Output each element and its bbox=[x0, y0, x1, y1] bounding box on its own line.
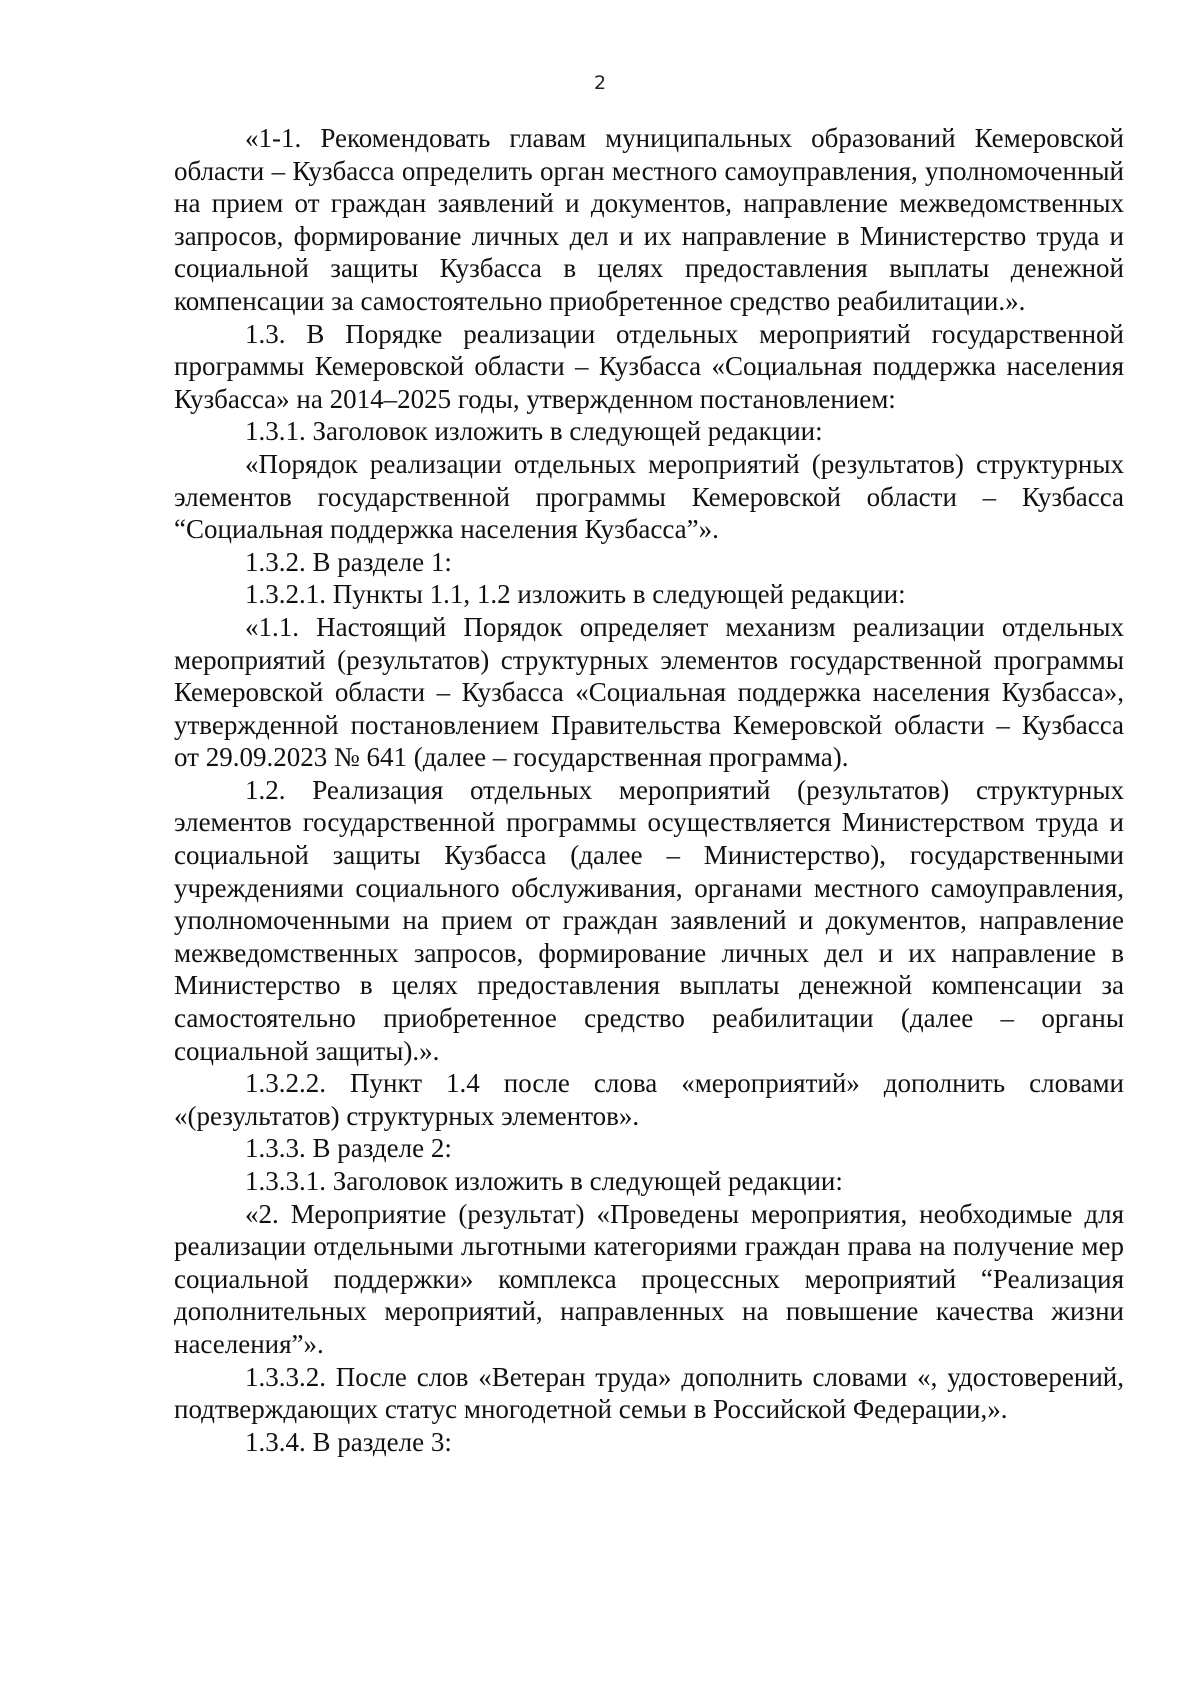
document-body bbox=[174, 122, 1124, 1458]
paragraph-1-3-2: 1.3.2. В разделе 1: bbox=[245, 546, 452, 577]
paragraph-clause-1-1: «1.1. Настоящий Порядок определяет механизм реализации отдельных мероприятий (результатов) структурных элементов государственной программы Кемеровской области – Кузбасса «Социальная поддержка населения Кузбасса», утвержденной постановлением Правительства Кемеровской области – Кузбасса от 29.09.2023 № 641 (далее – государственная программа). bbox=[174, 611, 1124, 773]
paragraph-1-3-1: 1.3.1. Заголовок изложить в следующей редакции: bbox=[245, 416, 823, 447]
page-number: 2 bbox=[593, 72, 607, 94]
paragraph-clause-1-2: 1.2. Реализация отдельных мероприятий (результатов) структурных элементов государственной программы осуществляется Министерством труда и социальной защиты Кузбасса (далее – Министерство), государственными учреждениями социального обслуживания, органами местного самоуправления, уполномоченными на прием от граждан заявлений и документов, направление межведомственных запросов, формирование личных дел и их направление в Министерство в целях предоставления выплаты денежной компенсации за самостоятельно приобретенное средство реабилитации (далее – органы социальной защиты).». bbox=[174, 774, 1124, 1066]
paragraph-1-3-2-2: 1.3.2.2. Пункт 1.4 после слова «мероприятий» дополнить словами «(результатов) структурных элементов». bbox=[174, 1068, 1124, 1131]
paragraph-1-3-3-2: 1.3.3.2. После слов «Ветеран труда» дополнить словами «, удостоверений, подтверждающих статус многодетной семьи в Российской Федерации,». bbox=[174, 1361, 1124, 1425]
paragraph-1-3-2-1: 1.3.2.1. Пункты 1.1, 1.2 изложить в следующей редакции: bbox=[245, 579, 906, 610]
paragraph-1-3-3: 1.3.3. В разделе 2: bbox=[245, 1133, 452, 1164]
paragraph-new-title: «Порядок реализации отдельных мероприятий (результатов) структурных элементов государственной программы Кемеровской области – Кузбасса “Социальная поддержка населения Кузбасса”». bbox=[174, 448, 1124, 545]
paragraph-1-3: 1.3. В Порядке реализации отдельных мероприятий государственной программы Кемеровской области – Кузбасса «Социальная поддержка населения Кузбасса» на 2014–2025 годы, утвержденном постановлением: bbox=[174, 318, 1124, 414]
paragraph-1-3-3-1: 1.3.3.1. Заголовок изложить в следующей редакции: bbox=[245, 1166, 843, 1196]
paragraph-section-2-title: «2. Мероприятие (результат) «Проведены мероприятия, необходимые для реализации отдельными льготными категориями граждан права на получение мер социальной поддержки» комплекса процессных мероприятий “Реализация дополнительных мероприятий, направленных на повышение качества жизни населения”». bbox=[174, 1198, 1124, 1359]
paragraph-1-3-4: 1.3.4. В разделе 3: bbox=[245, 1426, 452, 1457]
paragraph-1-1-recommendation: «1-1. Рекомендовать главам муниципальных образований Кемеровской области – Кузбасса определить орган местного самоуправления, уполномоченный на прием от граждан заявлений и документов, направление межведомственных запросов, формирование личных дел и их направление в Министерство труда и социальной защиты Кузбасса в целях предоставления выплаты денежной компенсации за самостоятельно приобретенное средство реабилитации.». bbox=[174, 123, 1124, 316]
